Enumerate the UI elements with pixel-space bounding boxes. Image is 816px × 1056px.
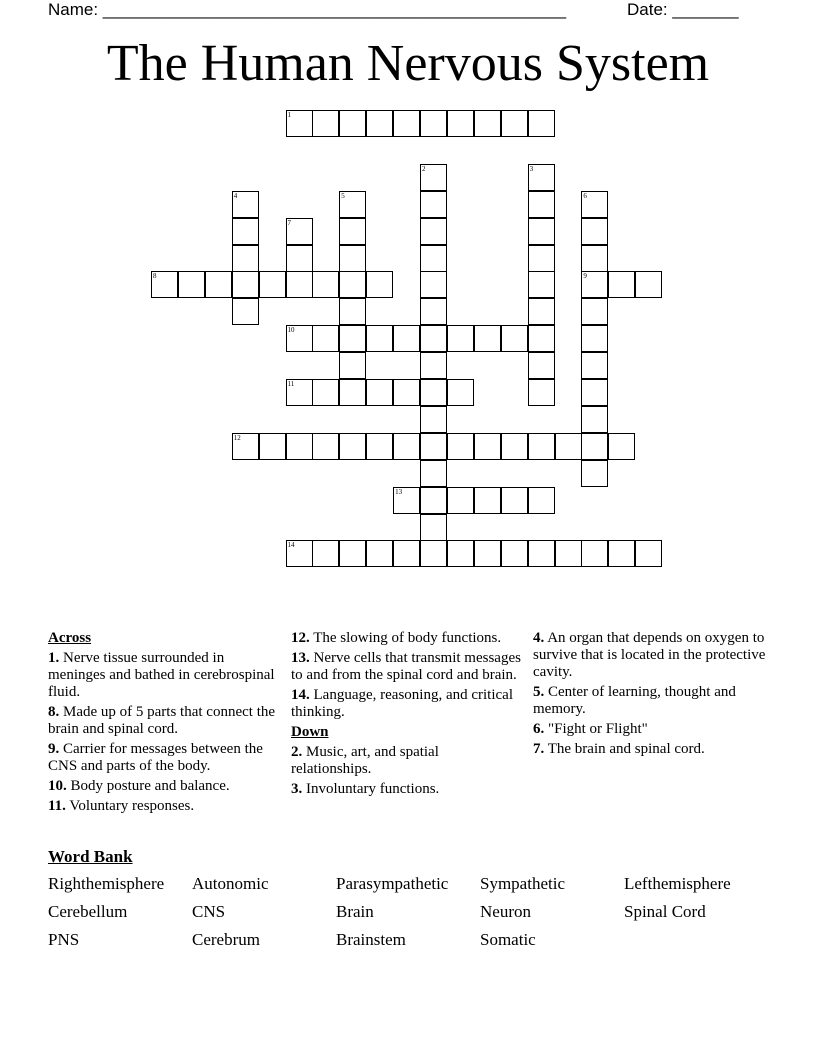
grid-cell[interactable] — [205, 271, 232, 298]
grid-cell[interactable] — [420, 406, 447, 433]
grid-cell[interactable] — [581, 379, 608, 406]
grid-cell[interactable] — [581, 433, 608, 460]
grid-cell-number: 13 — [395, 487, 403, 496]
grid-cell[interactable] — [420, 325, 447, 352]
grid-cell[interactable] — [420, 245, 447, 272]
header — [48, 0, 768, 20]
clue-number: 11. — [48, 798, 66, 814]
across-clue-9 — [48, 741, 283, 775]
clue-text: Body posture and balance. — [70, 778, 230, 794]
clue-text: Carrier for messages between the CNS and parts of the body. — [48, 741, 263, 774]
grid-cell[interactable] — [608, 433, 635, 460]
word-bank-word: Neuron — [480, 902, 531, 921]
grid-cell[interactable] — [420, 271, 447, 298]
grid-cell[interactable] — [528, 487, 555, 514]
clue-number: 2. — [291, 744, 303, 760]
grid-cell[interactable] — [286, 271, 313, 298]
grid-cell[interactable] — [312, 379, 339, 406]
grid-cell-number: 4 — [233, 191, 238, 200]
grid-cell[interactable] — [312, 110, 339, 137]
across-clue-8 — [48, 704, 283, 738]
grid-cell[interactable] — [339, 245, 366, 272]
down-clue-3 — [291, 781, 521, 798]
grid-cell[interactable] — [420, 352, 447, 379]
grid-cell[interactable] — [393, 110, 420, 137]
grid-cell[interactable] — [528, 191, 555, 218]
clue-text: Music, art, and spatial relationships. — [291, 744, 439, 777]
grid-cell[interactable] — [339, 218, 366, 245]
down-heading: Down — [291, 724, 329, 740]
grid-cell-number: 9 — [583, 272, 587, 281]
clue-number: 9. — [48, 741, 60, 757]
grid-cell[interactable] — [528, 110, 555, 137]
clue-number: 8. — [48, 704, 60, 720]
grid-cell[interactable] — [420, 110, 447, 137]
grid-cell[interactable] — [555, 433, 582, 460]
word-bank-word: Cerebrum — [192, 930, 260, 949]
clue-text: An organ that depends on oxygen to survive that is located in the protective cavity. — [533, 630, 766, 680]
grid-cell-number: 7 — [287, 218, 291, 227]
clue-number: 4. — [533, 630, 545, 646]
grid-cell-number: 11 — [287, 380, 295, 388]
clue-text: The brain and spinal cord. — [547, 741, 705, 757]
grid-cell[interactable] — [366, 110, 393, 137]
clue-number: 14. — [291, 687, 310, 703]
grid-cell-number: 14 — [287, 541, 295, 550]
grid-cell[interactable] — [339, 110, 366, 137]
clue-text: Voluntary responses. — [69, 798, 195, 814]
clues-column-3 — [533, 630, 768, 761]
grid-cell[interactable] — [393, 540, 420, 567]
grid-cell-number: 5 — [341, 191, 345, 200]
grid-cell[interactable] — [420, 218, 447, 245]
grid-cell[interactable] — [420, 379, 447, 406]
grid-cell[interactable] — [608, 271, 635, 298]
clue-number: 7. — [533, 741, 545, 757]
down-clue-4 — [533, 630, 768, 681]
grid-cell[interactable] — [366, 325, 393, 352]
clue-number: 6. — [533, 721, 545, 737]
name-field-label[interactable]: Name: _________________________________________________ — [48, 0, 567, 19]
clue-text: Center of learning, thought and memory. — [533, 684, 736, 717]
grid-cell[interactable] — [447, 487, 474, 514]
clue-text: Nerve cells that transmit messages to and from the spinal cord and brain. — [291, 650, 521, 683]
grid-cell[interactable] — [420, 191, 447, 218]
grid-cell[interactable] — [474, 110, 501, 137]
grid-cell[interactable] — [447, 379, 474, 406]
grid-cell[interactable] — [232, 245, 259, 272]
grid-cell[interactable] — [581, 406, 608, 433]
grid-cell[interactable] — [420, 487, 447, 514]
grid-cell[interactable] — [555, 540, 582, 567]
clues-column-1 — [48, 630, 283, 818]
page-title: The Human Nervous System — [106, 35, 710, 92]
word-bank-heading: Word Bank — [48, 847, 133, 866]
grid-cell[interactable] — [366, 379, 393, 406]
grid-cell[interactable] — [232, 218, 259, 245]
grid-cell[interactable] — [581, 352, 608, 379]
word-bank-word: Cerebellum — [48, 902, 128, 921]
grid-cell[interactable] — [635, 271, 662, 298]
grid-cell[interactable] — [528, 271, 555, 298]
grid-cell[interactable] — [312, 540, 339, 567]
grid-cell-number: 3 — [529, 164, 534, 173]
grid-cell[interactable] — [420, 540, 447, 567]
clue-text: Made up of 5 parts that connect the brain and spinal cord. — [48, 704, 276, 737]
grid-cell[interactable] — [393, 379, 420, 406]
grid-cell[interactable] — [501, 540, 528, 567]
word-bank-word: Somatic — [480, 930, 536, 949]
grid-cell[interactable] — [447, 325, 474, 352]
word-bank-word: CNS — [192, 902, 226, 921]
across-clue-10 — [48, 778, 283, 795]
grid-cell[interactable] — [339, 298, 366, 325]
word-bank-word: Spinal Cord — [624, 902, 706, 921]
grid-cell[interactable] — [581, 540, 608, 567]
grid-cell-number: 6 — [583, 191, 587, 200]
grid-cell-number: 2 — [422, 164, 426, 173]
clue-number: 10. — [48, 778, 67, 794]
clue-number: 13. — [291, 650, 310, 666]
clues-column-2 — [291, 630, 521, 801]
grid-cell[interactable] — [286, 433, 313, 460]
grid-cell[interactable] — [474, 540, 501, 567]
word-bank-word: Brain — [336, 902, 374, 921]
clue-text: Language, reasoning, and critical thinking. — [291, 687, 513, 720]
grid-cell[interactable] — [339, 352, 366, 379]
grid-cell[interactable] — [366, 540, 393, 567]
grid-cell[interactable] — [232, 298, 259, 325]
grid-cell[interactable] — [420, 514, 447, 541]
word-bank-word: Righthemisphere — [48, 874, 165, 893]
across-heading: Across — [48, 630, 92, 646]
grid-cell[interactable] — [581, 298, 608, 325]
date-field-label[interactable]: Date: _______ — [627, 0, 739, 19]
grid-cell[interactable] — [501, 487, 528, 514]
grid-cell[interactable] — [474, 433, 501, 460]
grid-cell[interactable] — [528, 433, 555, 460]
grid-cell[interactable] — [312, 271, 339, 298]
grid-cell[interactable] — [420, 433, 447, 460]
grid-cell[interactable] — [581, 325, 608, 352]
word-bank-word: PNS — [48, 930, 80, 949]
grid-cell[interactable] — [339, 540, 366, 567]
clue-text: Nerve tissue surrounded in meninges and bathed in cerebrospinal fluid. — [48, 650, 275, 700]
grid-cell[interactable] — [393, 325, 420, 352]
grid-cell[interactable] — [420, 460, 447, 487]
grid-cell[interactable] — [339, 379, 366, 406]
grid-cell[interactable] — [447, 433, 474, 460]
grid-cell[interactable] — [528, 352, 555, 379]
grid-cell[interactable] — [528, 298, 555, 325]
clue-text: The slowing of body functions. — [313, 630, 502, 646]
down-clue-5 — [533, 684, 768, 718]
grid-cell[interactable] — [339, 325, 366, 352]
grid-cell[interactable] — [501, 325, 528, 352]
down-clue-2 — [291, 744, 521, 778]
grid-cell[interactable] — [474, 487, 501, 514]
grid-cell-number: 1 — [287, 111, 291, 119]
word-bank-word: Autonomic — [192, 874, 269, 893]
grid-cell[interactable] — [339, 271, 366, 298]
clue-text: "Fight or Flight" — [548, 721, 648, 737]
grid-cell[interactable] — [581, 218, 608, 245]
grid-cell[interactable] — [608, 540, 635, 567]
grid-cell[interactable] — [312, 433, 339, 460]
clue-number: 5. — [533, 684, 545, 700]
grid-cell[interactable] — [259, 271, 286, 298]
grid-cell[interactable] — [339, 433, 366, 460]
clue-number: 1. — [48, 650, 60, 666]
grid-cell[interactable] — [501, 110, 528, 137]
grid-cell[interactable] — [474, 325, 501, 352]
across-clue-12 — [291, 630, 521, 647]
across-clue-14 — [291, 687, 521, 721]
word-bank-word: Lefthemisphere — [624, 874, 731, 893]
word-bank-word: Parasympathetic — [336, 874, 449, 893]
grid-cell-number: 10 — [287, 326, 295, 335]
grid-cell[interactable] — [447, 110, 474, 137]
grid-cell[interactable] — [528, 218, 555, 245]
across-clue-11 — [48, 798, 283, 815]
grid-cell[interactable] — [528, 540, 555, 567]
grid-cell[interactable] — [501, 433, 528, 460]
grid-cell[interactable] — [259, 433, 286, 460]
clue-number: 3. — [291, 781, 303, 797]
grid-cell[interactable] — [581, 245, 608, 272]
grid-cell[interactable] — [232, 271, 259, 298]
grid-cell[interactable] — [393, 433, 420, 460]
word-bank-word: Sympathetic — [480, 874, 565, 893]
grid-cell[interactable] — [581, 460, 608, 487]
down-clue-7 — [533, 741, 768, 758]
clue-number: 12. — [291, 630, 310, 646]
grid-cell[interactable] — [528, 245, 555, 272]
grid-cell-number: 12 — [233, 433, 241, 442]
word-bank-word: Brainstem — [336, 930, 406, 949]
clue-text: Involuntary functions. — [306, 781, 440, 797]
grid-cell[interactable] — [286, 245, 313, 272]
grid-cell[interactable] — [528, 379, 555, 406]
grid-cell-number: 8 — [153, 272, 157, 281]
grid-cell[interactable] — [366, 271, 393, 298]
across-clue-1 — [48, 650, 283, 701]
grid-cell[interactable] — [178, 271, 205, 298]
grid-cell[interactable] — [447, 540, 474, 567]
grid-cell[interactable] — [528, 325, 555, 352]
grid-cell[interactable] — [312, 325, 339, 352]
grid-cell[interactable] — [366, 433, 393, 460]
down-clue-6 — [533, 721, 768, 738]
grid-cell[interactable] — [635, 540, 662, 567]
across-clue-13 — [291, 650, 521, 684]
grid-cell[interactable] — [420, 298, 447, 325]
